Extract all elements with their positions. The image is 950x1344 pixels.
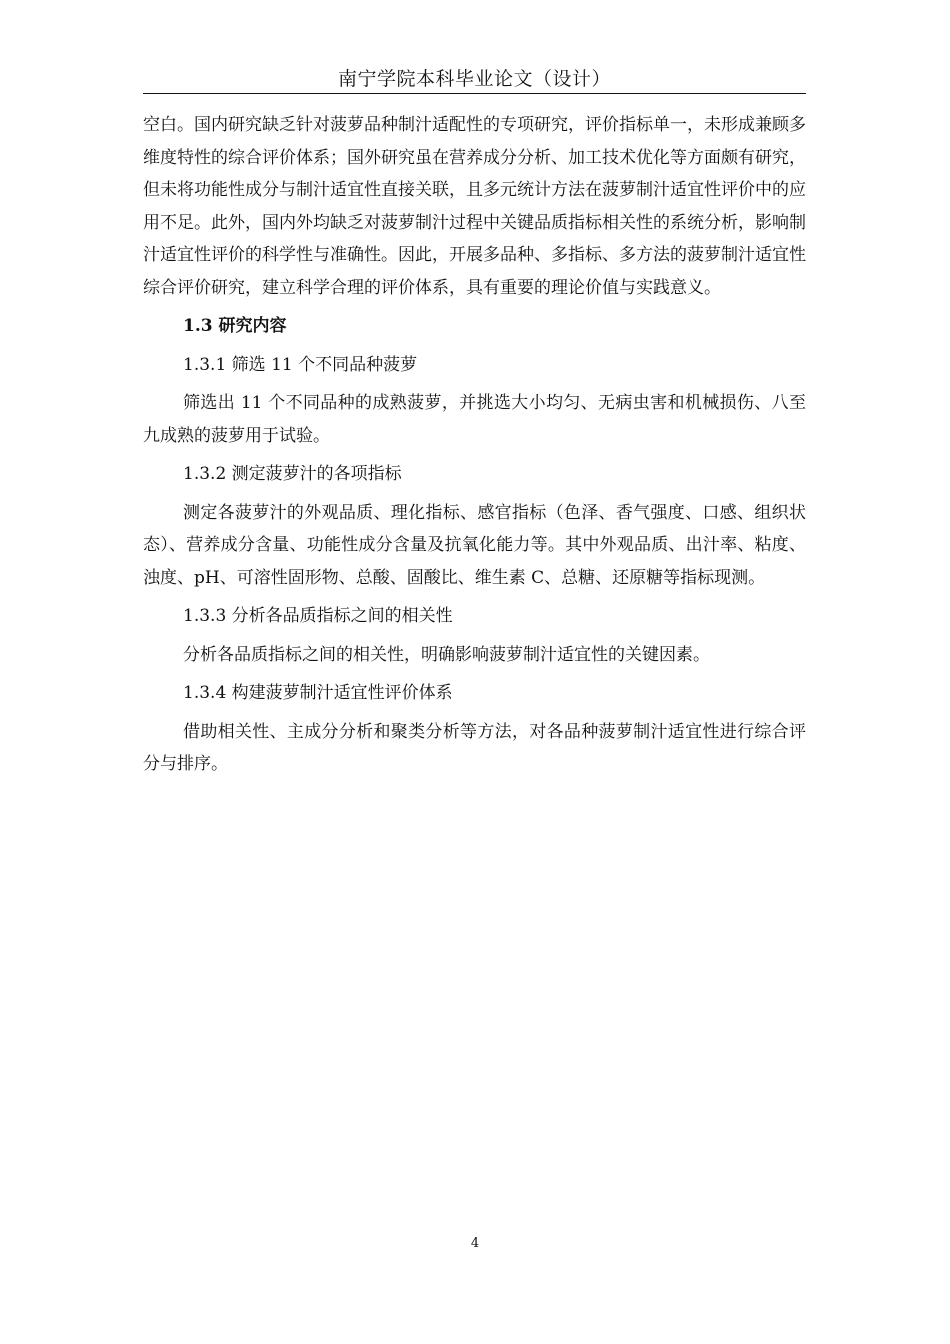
page-body	[143, 109, 806, 781]
page-number: 4	[470, 1236, 480, 1251]
subsection-heading-1: 1.3.1 筛选 11 个不同品种菠萝	[183, 354, 418, 375]
paragraph-2: 测定各菠萝汁的外观品质、理化指标、感官指标（色泽、香气强度、口感、组织状态）、营养成分含量、功能性成分含量及抗氧化能力等。其中外观品质、出汁率、粘度、浊度、pH、可溶性固形物、总酸、固酸比、维生素 C、总糖、还原糖等指标现测。	[143, 502, 806, 588]
paragraph-1: 筛选出 11 个不同品种的成熟菠萝，并挑选大小均匀、无病虫害和机械损伤、八至九成熟的菠萝用于试验。	[143, 393, 806, 446]
page-header: 南宁学院本科毕业论文（设计）	[337, 68, 611, 90]
subsection-heading-4: 1.3.4 构建菠萝制汁适宜性评价体系	[183, 683, 453, 703]
paragraph-3: 分析各品质指标之间的相关性，明确影响菠萝制汁适宜性的关键因素。	[183, 644, 710, 665]
header-rule	[143, 93, 806, 94]
section-heading: 1.3 研究内容	[183, 316, 287, 336]
subsection-heading-2: 1.3.2 测定菠萝汁的各项指标	[183, 464, 402, 484]
subsection-heading-3: 1.3.3 分析各品质指标之间的相关性	[183, 606, 453, 626]
paragraph-gap-summary: 空白。国内研究缺乏针对菠萝品种制汁适配性的专项研究，评价指标单一，未形成兼顾多维度特性的综合评价体系；国外研究虽在营养成分分析、加工技术优化等方面颇有研究，但未将功能性成分与制汁适宜性直接关联，且多元统计方法在菠萝制汁适宜性评价中的应用不足。此外，国内外均缺乏对菠萝制汁过程中关键品质指标相关性的系统分析，影响制汁适宜性评价的科学性与准确性。因此，开展多品种、多指标、多方法的菠萝制汁适宜性综合评价研究，建立科学合理的评价体系，具有重要的理论价值与实践意义。	[143, 115, 806, 298]
paragraph-4: 借助相关性、主成分分析和聚类分析等方法，对各品种菠萝制汁适宜性进行综合评分与排序。	[143, 721, 806, 774]
